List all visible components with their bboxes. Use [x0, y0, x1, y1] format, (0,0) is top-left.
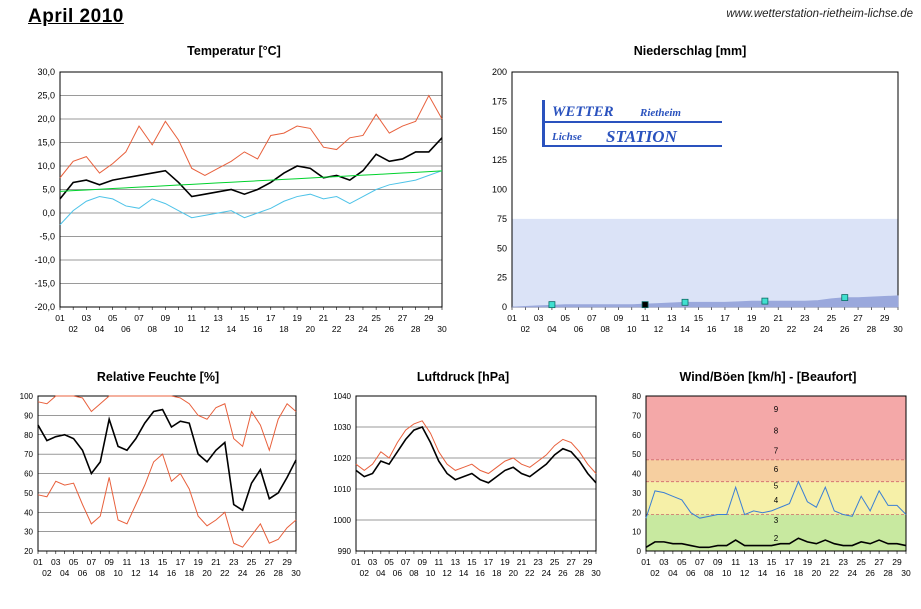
svg-text:STATION: STATION	[606, 127, 677, 146]
svg-text:50: 50	[632, 450, 641, 460]
svg-text:4: 4	[773, 495, 779, 505]
svg-text:02: 02	[68, 324, 78, 334]
svg-text:06: 06	[686, 568, 696, 578]
svg-text:13: 13	[140, 557, 150, 567]
svg-text:02: 02	[520, 324, 531, 334]
svg-text:24: 24	[541, 568, 552, 578]
svg-text:12: 12	[442, 568, 452, 578]
svg-text:08: 08	[704, 568, 714, 578]
svg-text:08: 08	[409, 568, 419, 578]
svg-text:22: 22	[786, 324, 797, 334]
svg-text:13: 13	[450, 557, 461, 567]
svg-text:26: 26	[558, 568, 568, 578]
panel-temperature	[14, 44, 454, 344]
svg-text:08: 08	[147, 324, 157, 334]
svg-text:05: 05	[68, 557, 79, 567]
svg-text:10: 10	[113, 568, 123, 578]
svg-text:30: 30	[632, 488, 641, 498]
svg-text:27: 27	[264, 557, 275, 567]
svg-text:18: 18	[279, 324, 289, 334]
svg-text:25: 25	[549, 557, 560, 567]
svg-text:15: 15	[239, 313, 250, 323]
svg-text:27: 27	[397, 313, 408, 323]
svg-text:18: 18	[491, 568, 502, 578]
chart-wind	[618, 388, 918, 600]
svg-text:11: 11	[731, 557, 741, 567]
svg-text:17: 17	[175, 557, 186, 567]
svg-text:01: 01	[55, 313, 65, 323]
svg-text:03: 03	[659, 557, 669, 567]
svg-text:01: 01	[351, 557, 361, 567]
svg-text:1040: 1040	[333, 392, 351, 401]
svg-text:25: 25	[371, 313, 381, 323]
svg-text:10: 10	[425, 568, 436, 578]
svg-text:14: 14	[680, 324, 690, 334]
svg-text:30: 30	[901, 568, 911, 578]
svg-text:13: 13	[748, 557, 759, 567]
svg-text:20: 20	[632, 508, 641, 518]
svg-text:28: 28	[273, 568, 283, 578]
svg-text:15: 15	[766, 557, 777, 567]
chart-pressure	[318, 388, 608, 600]
svg-text:26: 26	[384, 324, 395, 334]
svg-text:11: 11	[187, 313, 197, 323]
svg-text:150: 150	[491, 125, 507, 136]
svg-text:12: 12	[131, 568, 141, 578]
svg-text:0: 0	[501, 302, 507, 312]
svg-text:06: 06	[121, 324, 131, 334]
svg-text:25: 25	[496, 272, 507, 283]
svg-text:16: 16	[475, 568, 485, 578]
svg-text:20: 20	[24, 547, 33, 556]
site-url: www.wetterstation-rietheim-lichse.de	[726, 8, 913, 20]
svg-text:19: 19	[746, 313, 757, 323]
svg-text:40: 40	[632, 469, 641, 479]
svg-text:16: 16	[252, 324, 263, 334]
svg-text:18: 18	[793, 568, 804, 578]
svg-text:10: 10	[173, 324, 184, 334]
svg-text:10: 10	[721, 568, 732, 578]
svg-text:30: 30	[24, 527, 33, 537]
svg-text:21: 21	[773, 313, 783, 323]
svg-text:29: 29	[282, 557, 292, 567]
svg-text:20,0: 20,0	[37, 114, 55, 124]
svg-text:25,0: 25,0	[37, 90, 55, 101]
svg-text:22: 22	[220, 568, 230, 578]
svg-text:20: 20	[811, 568, 822, 578]
svg-text:19: 19	[292, 313, 302, 323]
svg-text:09: 09	[160, 313, 171, 323]
svg-text:75: 75	[496, 213, 507, 224]
svg-text:20: 20	[508, 568, 518, 578]
svg-text:18: 18	[733, 324, 744, 334]
panel-title-temperature: Temperatur [°C]	[187, 44, 281, 58]
svg-text:03: 03	[81, 313, 92, 323]
svg-text:04: 04	[376, 568, 386, 578]
svg-text:13: 13	[666, 313, 677, 323]
svg-text:3: 3	[773, 516, 779, 525]
svg-text:22: 22	[331, 324, 342, 334]
svg-text:25: 25	[856, 557, 866, 567]
svg-text:50: 50	[496, 243, 507, 254]
svg-text:07: 07	[134, 313, 144, 323]
svg-text:16: 16	[166, 568, 177, 578]
svg-text:01: 01	[641, 557, 651, 567]
svg-text:09: 09	[613, 313, 624, 323]
svg-text:09: 09	[712, 557, 723, 567]
svg-text:06: 06	[77, 568, 88, 578]
svg-text:7: 7	[773, 446, 779, 456]
svg-text:13: 13	[213, 313, 223, 323]
svg-text:01: 01	[33, 557, 43, 567]
svg-text:0: 0	[636, 547, 641, 556]
svg-text:16: 16	[775, 568, 786, 578]
svg-text:25: 25	[246, 557, 257, 567]
svg-text:07: 07	[695, 557, 705, 567]
svg-text:27: 27	[566, 557, 576, 567]
panel-humidity	[8, 370, 308, 600]
svg-text:19: 19	[193, 557, 203, 567]
svg-text:15: 15	[467, 557, 477, 567]
svg-text:125: 125	[491, 155, 507, 166]
svg-text:01: 01	[507, 313, 517, 323]
svg-text:-20,0: -20,0	[34, 302, 55, 312]
svg-text:04: 04	[59, 568, 70, 578]
panel-title-wind: Wind/Böen [km/h] - [Beaufort]	[679, 370, 857, 384]
svg-text:28: 28	[574, 568, 585, 578]
svg-text:14: 14	[757, 568, 768, 578]
svg-text:9: 9	[773, 404, 779, 414]
svg-text:11: 11	[122, 557, 132, 567]
svg-text:1030: 1030	[333, 423, 351, 432]
svg-text:29: 29	[892, 557, 902, 567]
svg-text:15: 15	[157, 557, 168, 567]
svg-text:12: 12	[739, 568, 750, 578]
svg-text:80: 80	[632, 392, 641, 401]
svg-text:29: 29	[879, 313, 890, 323]
svg-text:03: 03	[367, 557, 378, 567]
svg-text:60: 60	[24, 469, 33, 479]
svg-text:23: 23	[800, 313, 810, 323]
svg-text:12: 12	[200, 324, 210, 334]
svg-text:05: 05	[677, 557, 687, 567]
svg-text:07: 07	[86, 557, 97, 567]
svg-text:Rietheim: Rietheim	[640, 107, 681, 119]
svg-text:-15,0: -15,0	[34, 278, 55, 289]
panel-title-pressure: Luftdruck [hPa]	[416, 370, 510, 384]
svg-text:04: 04	[94, 324, 105, 334]
svg-text:1000: 1000	[333, 516, 351, 525]
svg-text:26: 26	[840, 324, 850, 334]
svg-text:5: 5	[773, 481, 779, 491]
svg-text:06: 06	[573, 324, 584, 334]
svg-text:14: 14	[148, 568, 159, 578]
svg-text:11: 11	[434, 557, 444, 567]
svg-text:17: 17	[483, 557, 494, 567]
svg-text:19: 19	[500, 557, 510, 567]
svg-text:200: 200	[491, 67, 507, 77]
svg-text:19: 19	[802, 557, 813, 567]
svg-text:25: 25	[826, 313, 837, 323]
svg-text:10: 10	[632, 527, 641, 537]
svg-text:23: 23	[345, 313, 355, 323]
svg-text:15,0: 15,0	[37, 137, 55, 148]
svg-text:24: 24	[237, 568, 248, 578]
svg-text:-5,0: -5,0	[39, 231, 55, 242]
svg-text:17: 17	[784, 557, 795, 567]
panel-title-precipitation: Niederschlag [mm]	[633, 44, 747, 58]
svg-text:6: 6	[773, 464, 779, 474]
svg-text:29: 29	[424, 313, 434, 323]
svg-text:30: 30	[893, 324, 903, 334]
svg-text:100: 100	[491, 184, 507, 195]
svg-text:21: 21	[820, 557, 831, 567]
svg-text:04: 04	[668, 568, 678, 578]
svg-text:28: 28	[883, 568, 893, 578]
svg-text:08: 08	[95, 568, 106, 578]
panel-pressure	[318, 370, 608, 600]
svg-text:70: 70	[632, 411, 641, 421]
svg-text:2: 2	[773, 534, 779, 544]
svg-text:02: 02	[650, 568, 660, 578]
svg-text:26: 26	[865, 568, 875, 578]
svg-text:24: 24	[358, 324, 368, 334]
svg-text:20: 20	[202, 568, 212, 578]
svg-text:03: 03	[51, 557, 61, 567]
svg-text:09: 09	[104, 557, 114, 567]
svg-text:10: 10	[627, 324, 637, 334]
svg-text:30: 30	[591, 568, 601, 578]
svg-text:20: 20	[760, 324, 770, 334]
svg-text:15: 15	[693, 313, 704, 323]
svg-text:12: 12	[653, 324, 664, 334]
svg-text:990: 990	[337, 547, 351, 556]
svg-text:23: 23	[838, 557, 848, 567]
svg-text:02: 02	[42, 568, 52, 578]
svg-text:10,0: 10,0	[37, 161, 55, 171]
svg-text:21: 21	[211, 557, 221, 567]
svg-text:03: 03	[533, 313, 544, 323]
svg-text:05: 05	[384, 557, 394, 567]
svg-text:21: 21	[516, 557, 527, 567]
svg-text:Lichse: Lichse	[552, 131, 582, 143]
svg-text:-10,0: -10,0	[34, 255, 55, 265]
svg-text:07: 07	[587, 313, 597, 323]
svg-text:20: 20	[305, 324, 316, 334]
panel-wind	[618, 370, 918, 600]
svg-text:18: 18	[184, 568, 194, 578]
svg-text:21: 21	[318, 313, 329, 323]
svg-text:06: 06	[392, 568, 403, 578]
svg-text:17: 17	[266, 313, 276, 323]
svg-text:26: 26	[255, 568, 266, 578]
svg-text:175: 175	[491, 96, 507, 107]
svg-text:02: 02	[359, 568, 370, 578]
svg-text:30,0: 30,0	[37, 67, 55, 77]
svg-text:08: 08	[600, 324, 610, 334]
svg-text:27: 27	[853, 313, 863, 323]
svg-text:07: 07	[400, 557, 411, 567]
svg-text:40: 40	[24, 508, 33, 518]
svg-text:05: 05	[560, 313, 570, 323]
svg-text:24: 24	[847, 568, 857, 578]
svg-text:70: 70	[24, 450, 33, 460]
panel-precipitation	[470, 44, 910, 344]
svg-text:30: 30	[437, 324, 447, 334]
svg-text:0,0: 0,0	[42, 208, 55, 218]
svg-text:50: 50	[24, 488, 33, 498]
svg-text:17: 17	[720, 313, 730, 323]
svg-text:1010: 1010	[333, 485, 351, 494]
svg-text:09: 09	[417, 557, 427, 567]
svg-text:16: 16	[706, 324, 717, 334]
svg-text:23: 23	[228, 557, 239, 567]
svg-text:27: 27	[874, 557, 884, 567]
svg-text:8: 8	[773, 426, 779, 436]
svg-text:80: 80	[24, 430, 33, 440]
svg-text:14: 14	[226, 324, 236, 334]
svg-text:14: 14	[458, 568, 469, 578]
svg-text:05: 05	[107, 313, 118, 323]
chart-temperature	[14, 62, 454, 352]
svg-text:28: 28	[410, 324, 421, 334]
svg-text:04: 04	[547, 324, 557, 334]
svg-text:60: 60	[632, 430, 641, 440]
chart-precipitation	[470, 62, 910, 352]
svg-text:22: 22	[829, 568, 840, 578]
svg-text:1020: 1020	[333, 454, 351, 463]
svg-text:23: 23	[533, 557, 543, 567]
svg-text:28: 28	[866, 324, 877, 334]
svg-text:100: 100	[19, 392, 33, 401]
chart-humidity	[8, 388, 308, 600]
svg-text:5,0: 5,0	[42, 184, 55, 195]
svg-text:24: 24	[813, 324, 823, 334]
svg-text:22: 22	[525, 568, 535, 578]
page-title: April 2010	[28, 6, 124, 27]
svg-text:WETTER: WETTER	[552, 104, 614, 120]
svg-text:30: 30	[291, 568, 301, 578]
svg-text:11: 11	[640, 313, 650, 323]
svg-text:90: 90	[24, 411, 33, 421]
panel-title-humidity: Relative Feuchte [%]	[96, 370, 220, 384]
svg-text:29: 29	[582, 557, 593, 567]
